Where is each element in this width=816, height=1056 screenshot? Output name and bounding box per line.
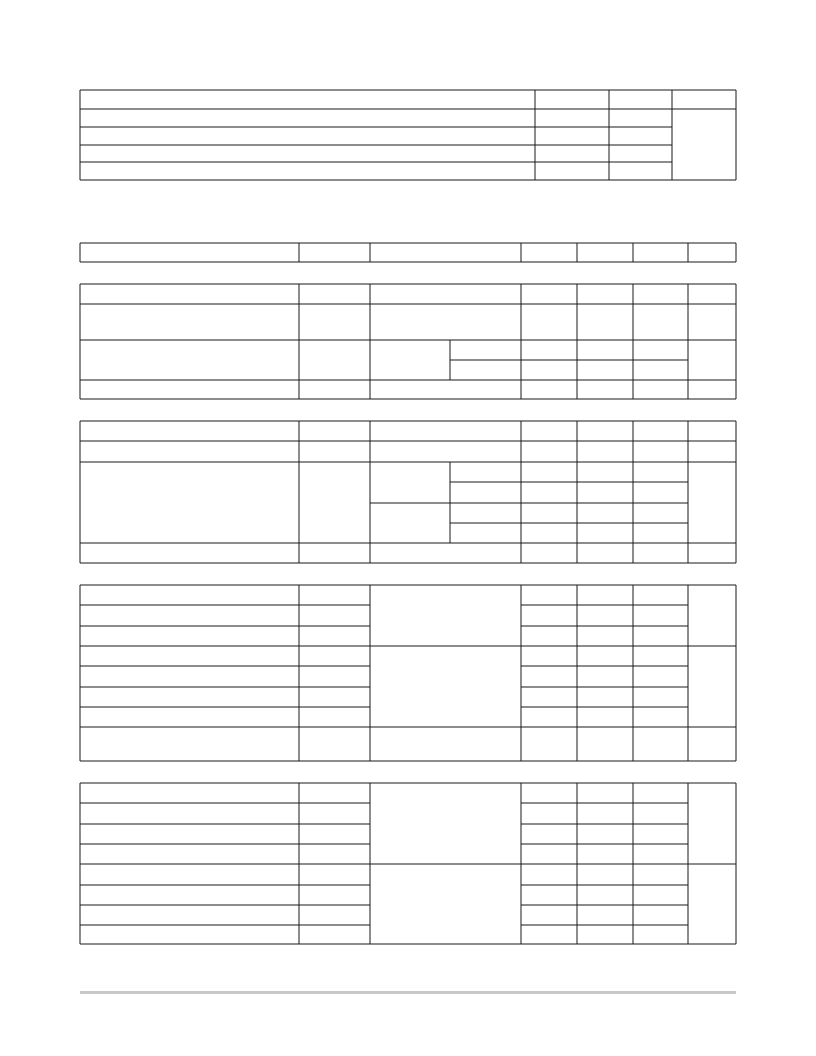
table-d	[80, 783, 736, 944]
table-a	[80, 284, 736, 399]
table-b	[80, 421, 736, 563]
table-c	[80, 585, 736, 761]
footer-rule	[80, 991, 736, 994]
header-table	[80, 243, 736, 262]
thermal-table	[80, 90, 736, 180]
